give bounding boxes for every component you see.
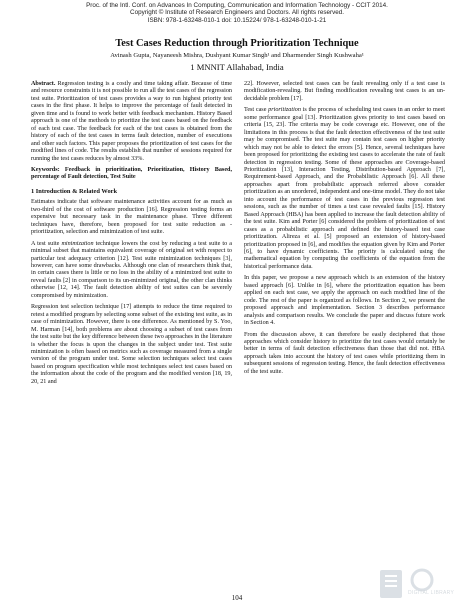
intro-paragraph-1: Estimates indicate that software maintenance activities account for as much as two-third of the cost of software production [16]. Regression testing forms an expensive but necessary task in the maintenance phase. Three different techniques have, therefore, been proposed for test suite reduction as - prioritization, selection and minimization of test suite. xyxy=(31,199,232,236)
right-paragraph-2-start: Test case xyxy=(244,107,269,114)
right-paragraph-4: From the discussion above, it can therefore be easily deciphered that those approaches which consider history to prioritize the test cases would certainly be better in terms of fault detection effectiveness than those that did not. HBA approach takes into account the history of test cases while prioritizing them in subsequent sessions of regression testing. Hence, the fault detection effectiveness of the test suite. xyxy=(244,331,445,375)
right-paragraph-2 xyxy=(244,107,445,271)
right-column xyxy=(244,81,445,380)
keywords-text: Feedback in prioritization, Prioritization, History Based, percentage of Fault detection, Test Suite xyxy=(31,166,232,181)
author-affiliation: 1 MNNIT Allahabad, India xyxy=(190,62,284,72)
intro-paragraph-2 xyxy=(31,241,232,301)
page-number: 104 xyxy=(231,594,243,602)
conference-header-line3: ISBN: 978-1-63248-010-1 doi: 10.15224/ 978-1-63248-010-1-21 xyxy=(147,16,327,24)
conference-header xyxy=(0,2,474,24)
keywords-label: Keywords: xyxy=(31,166,60,173)
keywords-paragraph xyxy=(31,167,232,182)
left-column xyxy=(31,81,232,390)
abstract-label: Abstract. xyxy=(31,81,56,87)
section-heading-introduction: 1 Introduction & Related Work xyxy=(31,187,118,195)
right-paragraph-1: 22]. However, selected test cases can be fault revealing only if a test case is modification-revealing. But finding modification revealing test cases is an un-decidable problem [17]. xyxy=(244,81,445,102)
paper-authors: Avinash Gupta, Nayaneesh Mishra, Dushyant Kumar Singh¹ and Dharmender Singh Kushwaha¹ xyxy=(110,52,364,59)
conference-header-line1: Proc. of the Intl. Conf. on Advances In Computing, Communication and Information Technology - CCIT 2014. xyxy=(86,2,388,9)
watermark-text: DIGITAL LIBRARY xyxy=(408,590,455,596)
intro-paragraph-2-rest: technique lowers the cost by reducing a test suite to a minimal subset that maintains equivalent coverage of original set with respect to particular test adequacy criterion [12]. Test suite minimization techniques [3], however, can have some drawbacks. Although one clan of researchers think that, in certain cases there is little or no loss in the ability of a minimized test suite to reveal faults [2] in comparison to its un-minimized original, the other clan thinks otherwise [12, 14]. The fault detection ability of test suites can be severely compromised by minimization. xyxy=(31,240,232,299)
intro-paragraph-2-start: A test suite xyxy=(31,240,62,247)
paper-title: Test Cases Reduction through Prioritization Technique xyxy=(115,38,359,49)
conference-header-line2: Copyright © Institute of Research Engineers and Doctors. All rights reserved. xyxy=(130,9,344,17)
intro-paragraph-3: Regression test selection technique [17] attempts to reduce the time required to retest a modified program by selecting some subset of the existing test suite, as in case of minimization. However, there is one difference. As mentioned by S. Yoo, M. Harman [14], both problems are about choosing a subset of test cases from the test suite but the key difference between these two approaches in the literature is whether the focus is upon the changes in the subject under test. Test suite minimization is often based on metrics such as coverage measured from a single version of the program under test. Some selection techniques select test cases based on program specification while most techniques select test cases based on the information about the code of the program and the modified version [18, 19, 20, 21 and xyxy=(31,304,232,385)
prioritization-term: prioritization xyxy=(268,107,301,114)
right-paragraph-2-rest: is the process of scheduling test cases in an order to meet some performance goal [13]. Prioritization gives priority to test cases based on criteria [15, 23]. The criteria may be code coverage etc. However, one of the limitations in this process is that the fault detection effectiveness of the test suite may be compromised. The test suite may contain test cases on higher priority which may not be able to detect the errors [5]. Hence, several techniques have been proposed for prioritizing the existing test cases to accelerate the rate of fault detection in regression testing. Some of these approaches are Coverage-based Prioritization [13], Interaction Testing, Distribution-based Approach [7], Requirement-based Approach, and the Probabilistic Approach [6]. All these approaches apart from probabilistic approach referred above consider prioritization as an unordered, independent and one-time model. They do not take into account the performance of test cases in the previous regression test sessions, such as the number of times a test case revealed faults [15]. History Based Approach (HBA) has been applied to increase the fault detection ability of the test suite. Kim and Porter [6] considered the problem of prioritization of test cases as a probabilistic approach and defined the history-based test case prioritization. Alireza et al. [5] proposed an extension of history-based prioritization proposed in [6], and modifies the equation given by Kim and Porter [6], to have dynamic coefficients. The priority is calculated using the mathematical equation by computing the coefficients of the equation from the historical performance data. xyxy=(244,107,445,270)
abstract-text: Regression testing is a costly and time taking affair. Because of time and resource constraints it is not possible to run all the test cases of the regression test suite. Prioritization of test cases provides a way to run highest priority test cases in the first phase. It helps to improve the percentage of fault detected in given time and is found to work better with feedback mechanism. History Based approach is one of the methods to prioritize the test cases based on the feedback of each test case. The feedback for each of the test cases is obtained from the history of each of the test cases in terms fault detection, number of executions and other such factors. This paper proposes the prioritization of test cases for the modified lines of code. The results establish that number of sessions required for running the test cases reduces by almost 33%. xyxy=(31,81,232,162)
minimization-term: minimization xyxy=(61,240,94,247)
right-paragraph-3: In this paper, we propose a new approach which is an extension of the history based approach [6]. Unlike in [6], where the prioritization equation has been applied on each test case, we apply the approach on each modified line of the code. The rest of the paper is organized as follows. In Section 2, we present the proposed approach and implementation. Section 3 describes performance analysis and comparison results. We conclude the paper and discuss future work in Section 4. xyxy=(244,275,445,327)
abstract-paragraph xyxy=(31,81,232,163)
